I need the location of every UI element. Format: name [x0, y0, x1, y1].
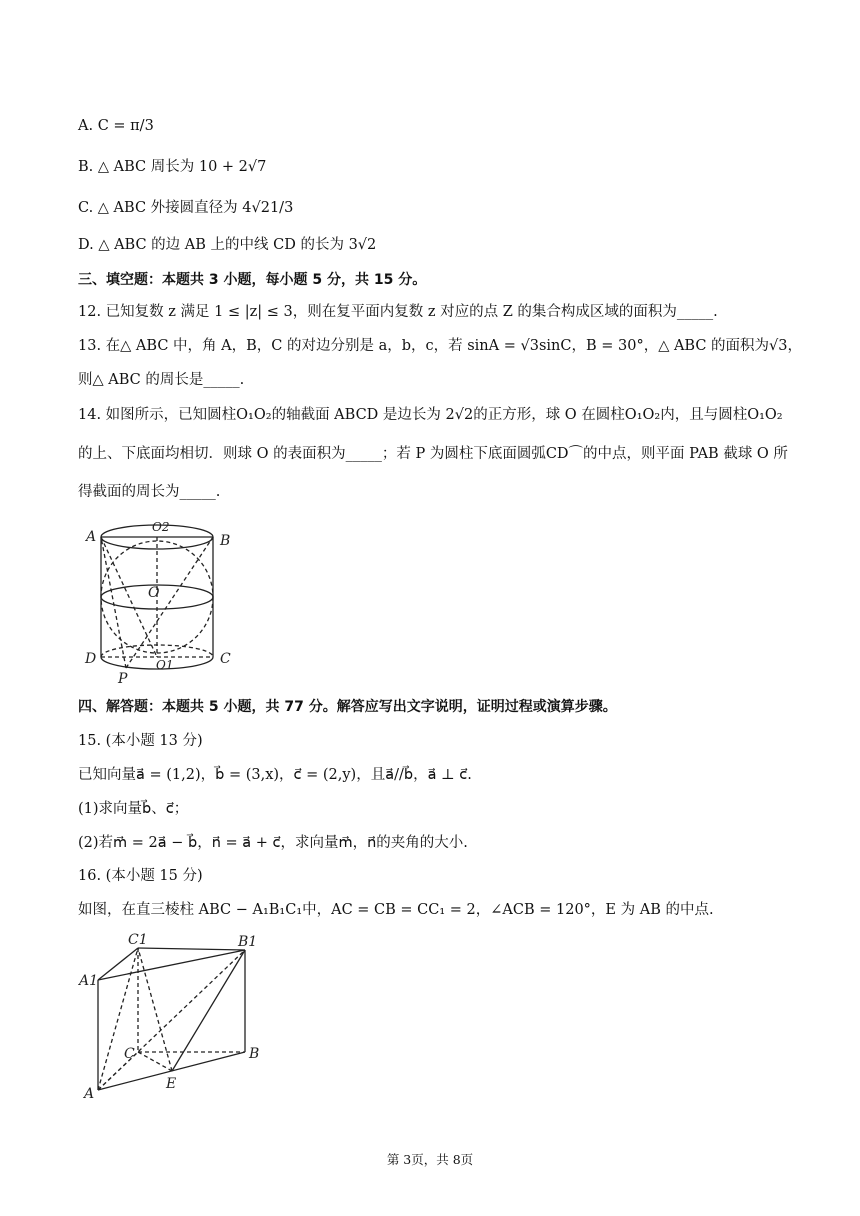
question-12: 12. 已知复数 z 满足 1 ≤ |z| ≤ 3，则在复平面内复数 z 对应的点 Z 的集合构成区域的面积为_____. — [78, 304, 718, 320]
label-B: B — [249, 1046, 260, 1062]
question-16-body: 如图，在直三棱柱 ABC − A₁B₁C₁中，AC = CB = CC₁ = 2，∠ACB = 120°，E 为 AB 的中点. — [78, 902, 714, 918]
label-P: P — [118, 671, 128, 685]
question-15-body: 已知向量a⃗ = (1,2)，b⃗ = (3,x)，c⃗ = (2,y)，且a⃗//b⃗，a⃗ ⊥ c⃗. — [78, 767, 472, 783]
question-14-line2: 的上、下底面均相切．则球 O 的表面积为_____；若 P 为圆柱下底面圆弧CD⌒的中点，则平面 PAB 截球 O 所 — [78, 446, 788, 462]
label-C: C — [124, 1046, 135, 1062]
label-C: C — [220, 651, 231, 667]
question-14-line3: 得截面的周长为_____. — [78, 484, 221, 500]
question-13-line1: 13. 在△ ABC 中，角 A，B，C 的对边分别是 a，b，c，若 sinA = √3sinC，B = 30°，△ ABC 的面积为√3， — [78, 338, 803, 354]
label-A: A — [86, 529, 97, 545]
question-15-title: 15. (本小题 13 分) — [78, 733, 203, 749]
label-C1: C1 — [128, 932, 148, 948]
page-footer: 第 3页，共 8页 — [386, 1152, 474, 1167]
label-A1: A1 — [79, 973, 99, 989]
section-3-heading: 三、填空题：本题共 3 小题，每小题 5 分，共 15 分。 — [78, 272, 427, 288]
label-O: O — [148, 585, 160, 601]
question-15-part2: (2)若m⃗ = 2a⃗ − b⃗，n⃗ = a⃗ + c⃗，求向量m⃗，n⃗的夹角的大小. — [78, 835, 468, 851]
prism-figure — [78, 930, 278, 1105]
label-B: B — [220, 533, 231, 549]
question-15-part1: (1)求向量b⃗、c⃗； — [78, 801, 189, 817]
option-b: B. △ ABC 周长为 10 + 2√7 — [78, 159, 267, 175]
question-14-line1: 14. 如图所示，已知圆柱O₁O₂的轴截面 ABCD 是边长为 2√2的正方形，球 O 在圆柱O₁O₂内，且与圆柱O₁O₂ — [78, 407, 783, 423]
label-E: E — [166, 1076, 177, 1092]
label-O1: O1 — [156, 658, 174, 672]
question-16-title: 16. (本小题 15 分) — [78, 868, 203, 884]
label-O2: O2 — [152, 520, 170, 534]
question-13-line2: 则△ ABC 的周长是_____. — [78, 372, 245, 388]
label-A: A — [84, 1086, 95, 1102]
label-D: D — [85, 651, 97, 667]
option-c: C. △ ABC 外接圆直径为 4√21/3 — [78, 200, 294, 216]
label-B1: B1 — [238, 934, 258, 950]
option-a: A. C = π/3 — [78, 118, 154, 134]
cylinder-sphere-figure — [80, 515, 250, 685]
option-d: D. △ ABC 的边 AB 上的中线 CD 的长为 3√2 — [78, 237, 377, 253]
section-4-heading: 四、解答题：本题共 5 小题，共 77 分。解答应写出文字说明，证明过程或演算步骤。 — [78, 699, 617, 715]
